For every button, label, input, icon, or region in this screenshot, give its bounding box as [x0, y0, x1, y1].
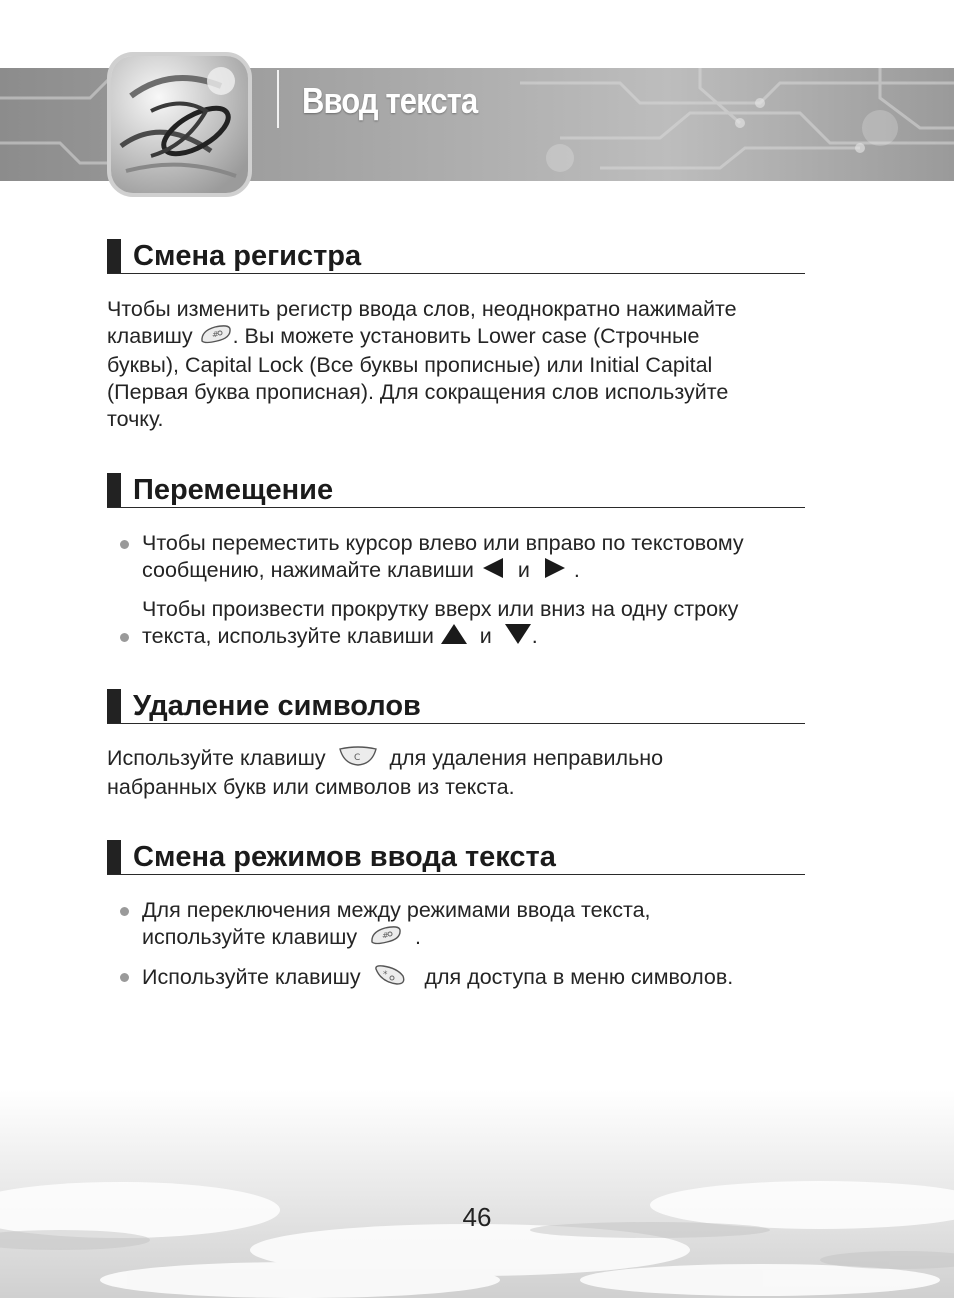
case-text-line: буквы), Capital Lock (Все буквы прописные) или Initial Capital	[107, 353, 713, 377]
down-arrow-icon	[504, 623, 532, 652]
section-case	[107, 239, 805, 433]
right-arrow-icon	[542, 557, 568, 586]
svg-text:#: #	[382, 931, 389, 940]
chapter-logo-icon	[111, 56, 248, 193]
heading-delete: Удаление символов	[133, 690, 421, 722]
move-text-line	[142, 623, 805, 652]
list-item	[107, 963, 805, 994]
heading-bar	[107, 473, 121, 507]
bullet-icon	[120, 540, 129, 549]
hash-key-icon	[199, 323, 233, 352]
delete-text-span: Используйте клавишу	[107, 746, 326, 771]
section-heading	[107, 840, 805, 875]
svg-text:#: #	[211, 330, 219, 339]
bullet-icon	[120, 633, 129, 642]
case-text-line	[107, 323, 805, 352]
left-arrow-icon	[480, 557, 506, 586]
chapter-logo	[107, 52, 252, 197]
case-text-span: клавишу	[107, 324, 193, 349]
heading-bar	[107, 689, 121, 723]
svg-text:*: *	[382, 970, 388, 980]
hash-key-icon	[369, 924, 403, 953]
case-text-line: (Первая буква прописная). Для сокращения слов используйте	[107, 380, 729, 404]
clear-key-icon	[338, 745, 378, 774]
mode-text-line	[142, 924, 805, 953]
move-text-span: и	[479, 624, 492, 649]
section-heading	[107, 473, 805, 508]
case-text-span: . Вы можете установить Lower case (Строчные	[232, 324, 700, 349]
up-arrow-icon	[440, 623, 468, 652]
star-key-icon	[373, 963, 407, 994]
move-text-span: текста, используйте клавиши	[142, 624, 434, 649]
section-delete	[107, 689, 805, 801]
list-item	[107, 596, 805, 652]
bullet-icon	[120, 973, 129, 982]
section-mode	[107, 840, 805, 994]
move-text-span: и	[517, 558, 530, 583]
header-divider	[277, 70, 279, 128]
case-text-line: Чтобы изменить регистр ввода слов, неоднократно нажимайте	[107, 297, 737, 321]
list-item	[107, 530, 805, 586]
page-number: 46	[462, 1202, 492, 1232]
mode-text-line	[142, 963, 805, 994]
clouds-background	[0, 1090, 954, 1298]
bullet-icon	[120, 907, 129, 916]
move-text-span: .	[573, 558, 580, 583]
delete-paragraph	[107, 745, 805, 801]
delete-text-span: для удаления неправильно	[389, 746, 664, 771]
move-text-line: Чтобы переместить курсор влево или вправо по текстовому	[142, 531, 744, 555]
clear-key-label: C	[353, 753, 360, 763]
section-move	[107, 473, 805, 652]
mode-text-line: Для переключения между режимами ввода текста,	[142, 898, 651, 922]
heading-bar	[107, 840, 121, 874]
mode-text-span: для доступа в меню символов.	[424, 965, 734, 990]
move-text-line: Чтобы произвести прокрутку вверх или вниз на одну строку	[142, 597, 739, 621]
case-text-line: точку.	[107, 407, 164, 431]
delete-text-line	[107, 745, 805, 774]
mode-text-span: используйте клавишу	[142, 925, 358, 950]
heading-case: Смена регистра	[133, 240, 362, 272]
case-paragraph	[107, 296, 805, 433]
heading-bar	[107, 239, 121, 273]
heading-mode: Смена режимов ввода текста	[133, 841, 556, 873]
move-text-line	[142, 557, 805, 586]
heading-move: Перемещение	[133, 474, 334, 506]
mode-text-span: .	[415, 925, 422, 950]
move-text-span: сообщению, нажимайте клавиши	[142, 558, 474, 583]
move-text-span: .	[531, 624, 538, 649]
list-item	[107, 897, 805, 953]
section-heading	[107, 239, 805, 274]
mode-text-span: Используйте клавишу	[142, 965, 361, 990]
section-heading	[107, 689, 805, 724]
delete-text-line: набранных букв или символов из текста.	[107, 775, 515, 799]
page-title: Ввод текста	[302, 80, 478, 121]
